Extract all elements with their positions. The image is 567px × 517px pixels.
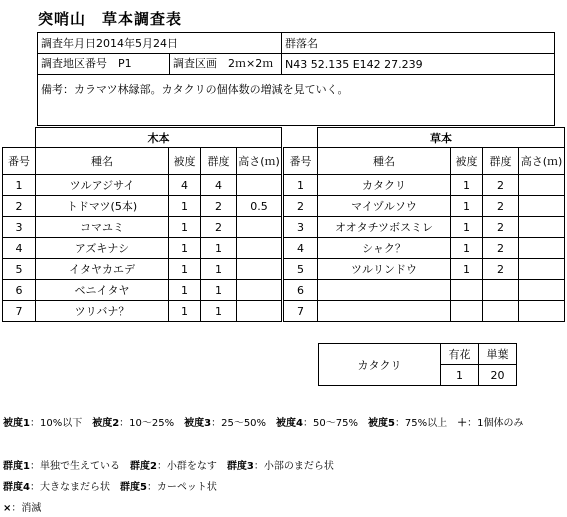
row-number: 3 [3,217,36,238]
species-name: コマユミ [36,217,169,238]
legend-key: 群度2 [129,461,157,472]
height-value [519,175,565,196]
species-name [318,301,451,322]
legend-value: ：小群をなす [156,461,227,472]
table-row [284,259,565,280]
species-name: シャク？ [318,238,451,259]
sociability-value: 2 [483,259,519,280]
col-header-species: 種名 [36,148,169,175]
legend-key: ＋ [457,418,468,429]
katakuri-count-table [318,343,517,386]
coverage-legend [3,414,524,429]
row-number: 7 [284,301,318,322]
coverage-value: 1 [169,280,201,301]
species-name: ツリバナ？ [36,301,169,322]
woody-caption: 木本 [36,128,282,148]
height-value [237,259,282,280]
height-value [237,238,282,259]
legend-key: 被度3 [184,418,212,429]
height-value [519,301,565,322]
sociability-legend-1 [3,457,334,472]
table-row [284,238,565,259]
height-value [519,217,565,238]
single-leaf-count: 20 [479,365,517,386]
height-value [237,217,282,238]
legend-key: 被度1 [3,418,30,429]
height-value [519,238,565,259]
herb-caption: 草本 [318,128,565,148]
legend-value: ：単独で生えている [29,461,130,472]
sociability-value [483,280,519,301]
page-title: 突哨山 草本調査表 [38,10,183,28]
coverage-value: 1 [169,301,201,322]
table-row [284,280,565,301]
legend-key: 群度3 [226,461,254,472]
katakuri-label: カタクリ [319,344,441,386]
survey-date: 調査年月日2014年5月24日 [38,33,282,54]
plot-number: 調査地区番号 P1 [38,54,170,74]
row-number: 2 [284,196,318,217]
col-header-height: 高さ(ｍ) [237,148,282,175]
woody-plant-table [2,127,282,322]
col-header-number: 番号 [3,148,36,175]
sociability-value: 2 [483,175,519,196]
row-number: 3 [284,217,318,238]
species-name [318,280,451,301]
table-row [3,238,282,259]
sociability-value [483,301,519,322]
height-value [237,301,282,322]
legend-key: 被度4 [276,418,304,429]
species-name: アズキナシ [36,238,169,259]
legend-value: ：1個体のみ [467,418,524,429]
coverage-value: 1 [169,217,201,238]
table-row [284,196,565,217]
legend-key: 群度5 [119,482,147,493]
col-header-species: 種名 [318,148,451,175]
remarks: 備考：カラマツ林縁部。カタクリの個体数の増減を見ていく。 [38,75,555,126]
extinct-legend [3,499,41,514]
height-value: 0.5 [237,196,282,217]
sociability-value: 1 [201,259,237,280]
col-header-coverage: 被度 [169,148,201,175]
row-number: 5 [284,259,318,280]
legend-value: ：カーペット状 [146,482,217,493]
gps-coordinates: N43 52.135 E142 27.239 [282,54,555,75]
legend-key: 被度5 [367,418,395,429]
legend-value: ：75%以上 [394,418,458,429]
row-number: 4 [284,238,318,259]
col-header-coverage: 被度 [451,148,483,175]
row-number: 6 [3,280,36,301]
row-number: 6 [284,280,318,301]
table-row [3,217,282,238]
legend-value: ：大きなまだら状 [29,482,120,493]
row-number: 1 [3,175,36,196]
table-row [3,301,282,322]
height-value [519,259,565,280]
species-name: カタクリ [318,175,451,196]
sociability-value: 2 [201,196,237,217]
sociability-value: 2 [483,196,519,217]
height-value [519,280,565,301]
herb-plant-table [283,127,565,322]
legend-value: ：10～25% [119,418,185,429]
table-row [3,259,282,280]
plot-area: 調査区画 2ｍ×2ｍ [173,57,274,70]
sociability-value: 1 [201,238,237,259]
flowering-header: 有花 [441,344,479,365]
sociability-legend-2 [3,478,217,493]
table-row [3,175,282,196]
sociability-value: 2 [483,238,519,259]
coverage-value [451,280,483,301]
coverage-value: 1 [451,259,483,280]
sociability-value: 1 [201,301,237,322]
species-name: オオタチツボスミレ [318,217,451,238]
legend-key: 群度1 [3,461,30,472]
legend-value: ：25～50% [211,418,277,429]
flowering-count: 1 [441,365,479,386]
col-header-number: 番号 [284,148,318,175]
sociability-value: 4 [201,175,237,196]
row-number: 4 [3,238,36,259]
species-name: ツルアジサイ [36,175,169,196]
coverage-value: 1 [451,217,483,238]
species-name: マイヅルソウ [318,196,451,217]
table-row [3,280,282,301]
table-row [284,175,565,196]
sociability-value: 1 [201,280,237,301]
community-name: 群落名 [282,33,555,54]
sociability-value: 2 [201,217,237,238]
table-row [284,301,565,322]
coverage-value: 4 [169,175,201,196]
coverage-value: 1 [451,175,483,196]
coverage-value: 1 [169,196,201,217]
coverage-value: 1 [451,196,483,217]
row-number: 1 [284,175,318,196]
row-number: 2 [3,196,36,217]
table-row [284,217,565,238]
coverage-value [451,301,483,322]
row-number: 7 [3,301,36,322]
single-leaf-header: 単葉 [479,344,517,365]
legend-value: ：小部のまだら状 [253,461,334,472]
coverage-value: 1 [451,238,483,259]
height-value [237,280,282,301]
height-value [519,196,565,217]
survey-header-table [37,32,555,126]
row-number: 5 [3,259,36,280]
coverage-value: 1 [169,259,201,280]
legend-key: 被度2 [92,418,120,429]
legend-key: 群度4 [3,482,30,493]
legend-value: ：消滅 [11,503,42,514]
col-header-height: 高さ(ｍ) [519,148,565,175]
table-row [3,196,282,217]
height-value [237,175,282,196]
sociability-value: 2 [483,217,519,238]
species-name: ツルリンドウ [318,259,451,280]
legend-value: ：10%以下 [29,418,93,429]
col-header-sociability: 群度 [483,148,519,175]
coverage-value: 1 [169,238,201,259]
species-name: ベニイタヤ [36,280,169,301]
species-name: トドマツ(5本) [36,196,169,217]
legend-key: × [3,503,12,514]
legend-value: ：50～75% [303,418,368,429]
species-name: イタヤカエデ [36,259,169,280]
col-header-sociability: 群度 [201,148,237,175]
